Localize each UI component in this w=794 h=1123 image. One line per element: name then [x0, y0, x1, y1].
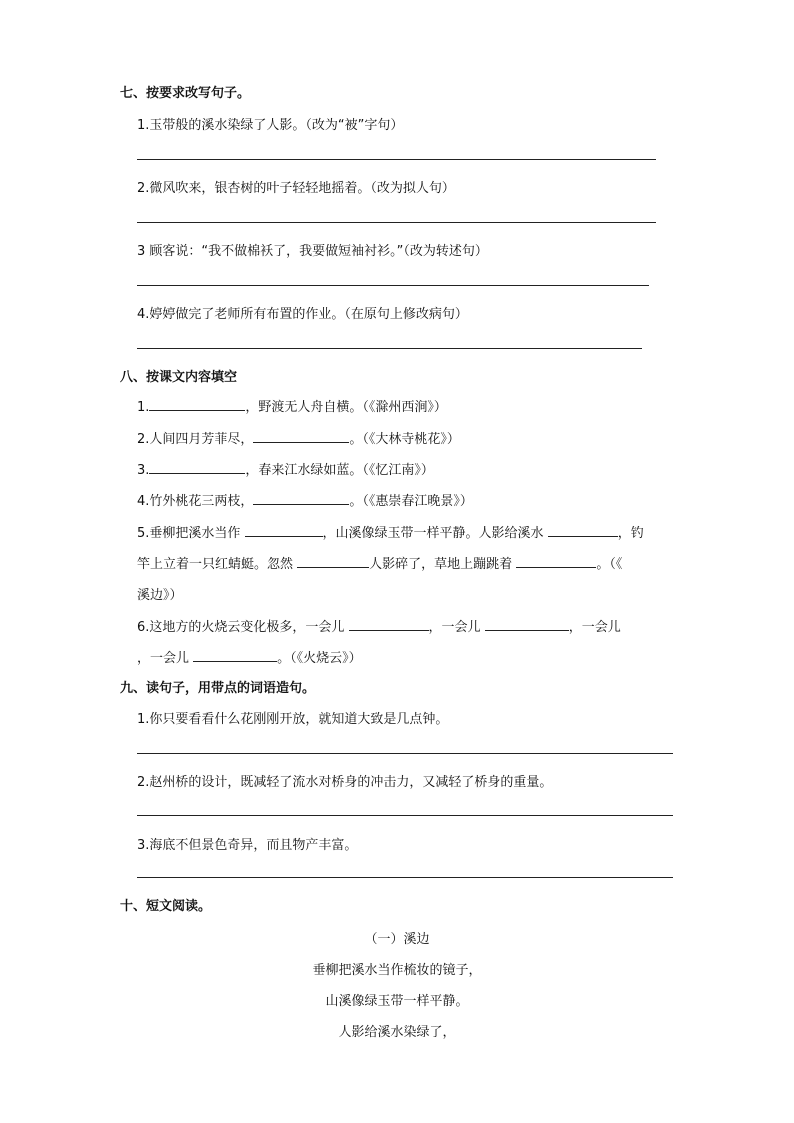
section-7-heading: 七、按要求改写句子。 — [120, 86, 251, 101]
fill-in-q6-line-1 — [137, 616, 621, 635]
blank-q6-2[interactable] — [485, 616, 569, 631]
blank-q1[interactable] — [149, 396, 245, 411]
section-7-item-1: 1.玉带般的溪水染绿了人影。（改为“被”字句） — [137, 118, 404, 133]
blank-q4[interactable] — [253, 490, 349, 505]
q2-tail: 。（《大林寺桃花》） — [349, 432, 460, 447]
section-7-item-3: 3 顾客说：“我不做棉袄了，我要做短袖衬衫。”（改为转述句） — [137, 244, 488, 259]
blank-q5-4[interactable] — [516, 553, 596, 568]
blank-q2[interactable] — [253, 428, 349, 443]
fill-in-q3 — [137, 459, 434, 478]
q6-text-a: 6.这地方的火烧云变化极多，一会儿 — [137, 620, 345, 635]
blank-q3[interactable] — [149, 459, 245, 474]
answer-line-9-2[interactable] — [137, 815, 673, 816]
passage-line-3: 人影给溪水染绿了， — [338, 1025, 456, 1040]
answer-line-7-3[interactable] — [137, 285, 649, 286]
blank-q6-3[interactable] — [193, 647, 277, 662]
q6-text-b: ，一会儿 — [428, 620, 481, 635]
blank-q5-2[interactable] — [548, 522, 618, 537]
blank-q6-1[interactable] — [349, 616, 429, 631]
q2-head: 2.人间四月芳菲尽， — [137, 432, 254, 447]
q3-number: 3. — [137, 463, 150, 478]
q5-text-b: ，山溪像绿玉带一样平静。人影给溪水 — [322, 526, 544, 541]
q1-tail: ，野渡无人舟自横。（《滁州西涧》） — [245, 400, 447, 415]
q3-tail: ，春来江水绿如蓝。（《忆江南》） — [245, 463, 434, 478]
q5-text-e: 人影碎了，草地上蹦跳着 — [369, 557, 513, 572]
blank-q5-3[interactable] — [297, 553, 369, 568]
q1-number: 1. — [137, 400, 150, 415]
passage-line-2: 山溪像绿玉带一样平静。 — [325, 994, 469, 1009]
q5-text-d: 竿上立着一只红蜻蜓。忽然 — [137, 557, 294, 572]
section-8-heading: 八、按课文内容填空 — [120, 370, 238, 385]
section-9-item-3: 3.海底不但景色奇异，而且物产丰富。 — [137, 838, 358, 853]
answer-line-9-1[interactable] — [137, 753, 673, 754]
q4-tail: 。（《惠崇春江晚景》） — [349, 494, 473, 509]
fill-in-q5-line-1 — [137, 522, 644, 541]
answer-line-7-4[interactable] — [137, 348, 642, 349]
q5-text-c: ，钓 — [617, 526, 644, 541]
q6-text-c: ，一会儿 — [568, 620, 621, 635]
passage-line-1: 垂柳把溪水当作梳妆的镜子， — [312, 963, 482, 978]
section-9-item-2: 2.赵州桥的设计，既减轻了流水对桥身的冲击力，又减轻了桥身的重量。 — [137, 775, 553, 790]
section-9-heading: 九、读句子，用带点的词语造句。 — [120, 681, 316, 696]
section-10-heading: 十、短文阅读。 — [120, 899, 212, 914]
q5-text-a: 5.垂柳把溪水当作 — [137, 526, 241, 541]
fill-in-q2 — [137, 428, 460, 447]
answer-line-7-2[interactable] — [137, 222, 656, 223]
fill-in-q5-line-2 — [137, 553, 622, 572]
q5-text-g: 溪边》） — [137, 588, 183, 603]
q4-head: 4.竹外桃花三两枝， — [137, 494, 254, 509]
section-7-item-4: 4.婷婷做完了老师所有布置的作业。（在原句上修改病句） — [137, 307, 468, 322]
passage-title: （一）溪边 — [364, 932, 430, 947]
answer-line-7-1[interactable] — [137, 159, 656, 160]
fill-in-q5-line-3 — [137, 584, 183, 603]
q5-text-f: 。（《 — [596, 557, 623, 572]
fill-in-q4 — [137, 490, 473, 509]
q6-text-e: 。（《火烧云》） — [277, 651, 362, 666]
answer-line-9-3[interactable] — [137, 877, 673, 878]
section-9-item-1: 1.你只要看看什么花刚刚开放，就知道大致是几点钟。 — [137, 712, 449, 727]
section-7-item-2: 2.微风吹来，银杏树的叶子轻轻地摇着。（改为拟人句） — [137, 181, 455, 196]
fill-in-q6-line-2 — [137, 647, 362, 666]
fill-in-q1 — [137, 396, 447, 415]
blank-q5-1[interactable] — [245, 522, 323, 537]
q6-text-d: ，一会儿 — [137, 651, 190, 666]
